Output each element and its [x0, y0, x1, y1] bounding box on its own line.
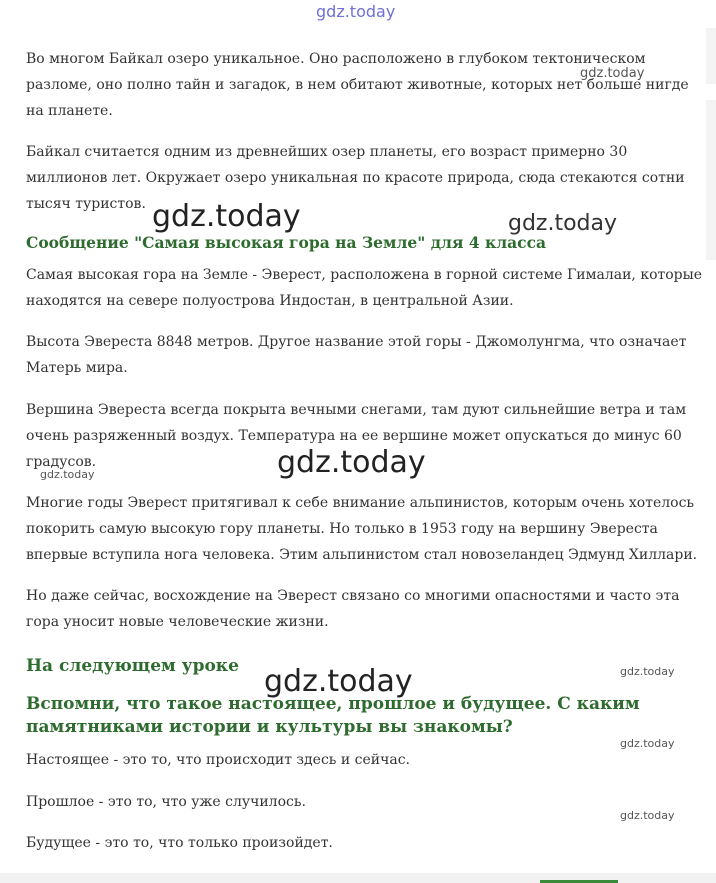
- paragraph-everest-1: Самая высокая гора на Земле - Эверест, расположена в горной системе Гималаи, которые находятся на севере полуострова Индостан, в центральной Азии.: [26, 267, 703, 309]
- paragraph-answer-past: Прошлое - это то, что уже случилось.: [26, 794, 306, 810]
- watermark: gdz.today: [620, 809, 675, 822]
- paragraph-everest-2: Высота Эвереста 8848 метров. Другое название этой горы - Джомолунгма, что означает Матерь мира.: [26, 334, 687, 376]
- heading-everest: Сообщение "Самая высокая гора на Земле" для 4 класса: [26, 233, 547, 252]
- site-watermark-top: gdz.today: [316, 2, 396, 21]
- paragraph-everest-3: Вершина Эвереста всегда покрыта вечными снегами, там дуют сильнейшие ветра и там очень разряженный воздух. Температура на ее вершине может опускаться до минус 60 градусов.: [26, 402, 687, 470]
- paragraph-answer-present: Настоящее - это то, что происходит здесь и сейчас.: [26, 752, 410, 768]
- paragraph-everest-5: Но даже сейчас, восхождение на Эверест связано со многими опасностями и часто эта гора уносит новые человеческие жизни.: [26, 588, 680, 630]
- watermark: gdz.today: [152, 199, 301, 234]
- right-edge-bar: [706, 28, 716, 84]
- paragraph-intro-1: Во многом Байкал озеро уникальное. Оно расположено в глубоком тектоническом разломе, оно полно тайн и загадок, в нем обитают животные, которых нет больше нигде на планете.: [26, 51, 689, 119]
- watermark: gdz.today: [620, 665, 675, 678]
- heading-next-lesson: На следующем уроке: [26, 656, 239, 676]
- watermark: gdz.today: [277, 445, 426, 480]
- heading-question: Вспомни, что такое настоящее, прошлое и будущее. С каким памятниками истории и культуры вы знакомы?: [26, 694, 640, 737]
- paragraph-everest-4: Многие годы Эверест притягивал к себе внимание альпинистов, которым очень хотелось покорить самую высокую гору планеты. Но только в 1953 году на вершину Эвереста впервые вступила нога человека. Этим альпинистом стал новозеландец Эдмунд Хиллари.: [26, 495, 698, 563]
- watermark: gdz.today: [40, 468, 95, 481]
- paragraph-intro-2: Байкал считается одним из древнейших озер планеты, его возраст примерно 30 миллионов лет. Окружает озеро уникальная по красоте природа, сюда стекаются сотни тысяч туристов.: [26, 144, 685, 212]
- right-edge-bar: [706, 100, 716, 260]
- paragraph-answer-future: Будущее - это то, что только произойдет.: [26, 835, 333, 851]
- watermark: gdz.today: [620, 737, 675, 750]
- watermark: gdz.today: [580, 66, 645, 81]
- watermark: gdz.today: [264, 664, 413, 699]
- watermark: gdz.today: [508, 211, 618, 236]
